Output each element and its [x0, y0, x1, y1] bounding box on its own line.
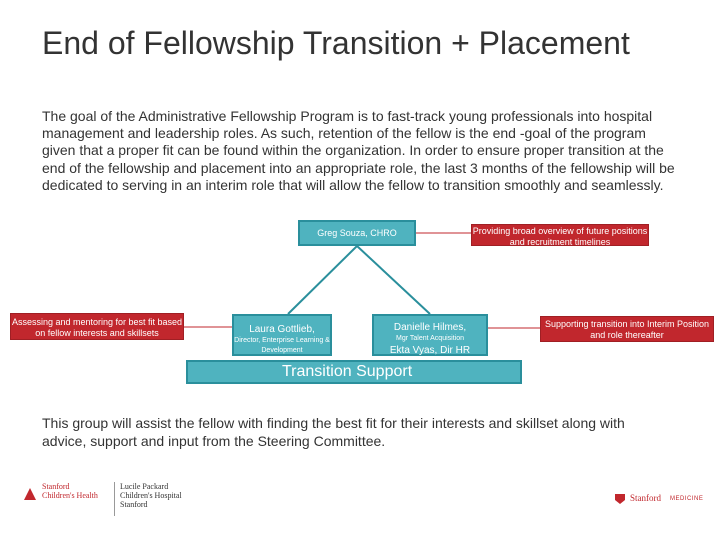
slide-title: End of Fellowship Transition + Placement [42, 25, 630, 61]
transition-support-box: Transition Support [186, 360, 522, 384]
laura-gottlieb-box [232, 314, 332, 356]
logo-stanford-word: Stanford [630, 493, 661, 503]
stanford-tree-icon [22, 486, 38, 502]
ekta-name: Ekta Vyas, Dir HR [389, 345, 471, 356]
note-mentoring-box: Assessing and mentoring for best fit based on fellow interests and skillsets [10, 313, 184, 340]
outro-paragraph: This group will assist the fellow with finding the best fit for their interests and skillset along with advice, support and input from the Steering Committee. [42, 415, 625, 449]
danielle-role: Mgr Talent Acquisition [396, 335, 464, 342]
logo-line5: Stanford [120, 500, 148, 509]
logo-medicine-word: MEDICINE [670, 496, 704, 502]
laura-role: Director, Enterprise Learning & Development [234, 337, 330, 354]
stanford-medicine-logo [614, 490, 706, 508]
intro-paragraph: The goal of the Administrative Fellowship Program is to fast-track young professionals into hospital management and leadership roles. As such, retention of the fellow is the end -goal of the program given that a proper fit can be found within the organization. In order to ensure proper transition at the end of the fellowship and placement into an appropriate role, the last 3 months of the fellowship will be dedicated to serving in an interim role that will allow the fellow to transition smoothly and seamlessly. [42, 108, 675, 193]
stanford-shield-icon [614, 493, 626, 505]
danielle-name: Danielle Hilmes, [393, 322, 467, 333]
logo-line1: Stanford [42, 482, 70, 491]
note-transition-box: Supporting transition into Interim Position and role thereafter [540, 316, 714, 342]
logo-line3: Lucile Packard [120, 482, 169, 491]
logo-line4: Children's Hospital [120, 491, 182, 500]
note-overview-box: Providing broad overview of future positions and recruitment timelines [472, 226, 648, 247]
laura-name: Laura Gottlieb, [249, 324, 315, 335]
logo-line2: Children's Health [42, 491, 98, 500]
greg-souza-box: Greg Souza, CHRO [298, 220, 416, 246]
stanford-childrens-logo [22, 482, 194, 518]
danielle-ekta-box [372, 314, 488, 356]
